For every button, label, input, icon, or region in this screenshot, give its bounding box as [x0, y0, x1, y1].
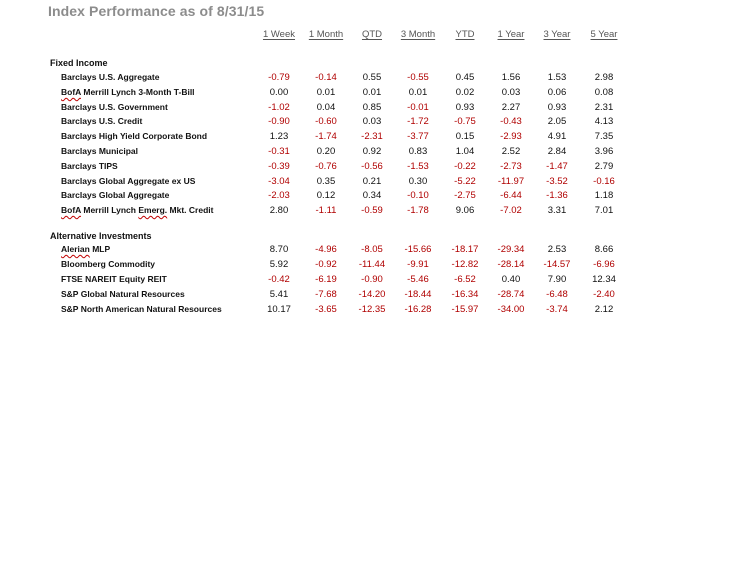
value-cell: -0.79 [268, 72, 290, 83]
value-cell: 0.01 [316, 86, 336, 98]
value-cell: -18.44 [404, 289, 432, 300]
row-label: S&P Global Natural Resources [61, 289, 185, 299]
row-label: Barclays High Yield Corporate Bond [61, 131, 208, 142]
value-cell: 0.92 [362, 146, 382, 157]
value-cell: 4.91 [547, 131, 567, 143]
value-cell: 0.04 [316, 101, 336, 113]
row-label: BofA Merrill Lynch 3-Month T-Bill [61, 86, 195, 97]
value-cell: -0.42 [268, 274, 290, 285]
value-cell: 0.30 [408, 175, 428, 187]
value-cell: 7.90 [547, 274, 567, 285]
value-cell: 0.15 [455, 131, 475, 143]
value-cell: 0.40 [501, 274, 521, 285]
row-label: Barclays TIPS [61, 160, 118, 171]
value-cell: -9.91 [407, 259, 429, 270]
value-cell: -0.01 [407, 101, 429, 113]
table-row [0, 190, 734, 204]
value-cell: 0.93 [547, 101, 567, 113]
value-cell: -0.31 [268, 146, 290, 157]
value-cell: -3.74 [546, 304, 568, 315]
row-label: S&P North American Natural Resources [61, 304, 222, 314]
value-cell: -0.92 [315, 259, 337, 270]
value-cell: -2.03 [268, 190, 290, 202]
value-cell: 0.85 [362, 101, 382, 113]
value-cell: 5.92 [269, 259, 289, 270]
row-label: FTSE NAREIT Equity REIT [61, 274, 167, 284]
row-label: Barclays U.S. Government [61, 101, 168, 112]
table-row [0, 304, 734, 318]
column-header: 3 Year [543, 29, 571, 40]
value-cell: -6.19 [315, 274, 337, 285]
table-row [0, 72, 734, 86]
value-cell: -28.14 [497, 259, 525, 270]
value-cell: 2.84 [547, 146, 567, 157]
value-cell: -14.57 [543, 259, 571, 270]
value-cell: -5.46 [407, 274, 429, 285]
value-cell: -6.52 [454, 274, 476, 285]
value-cell: 2.52 [501, 146, 521, 157]
value-cell: 0.21 [362, 175, 382, 187]
value-cell: 5.41 [269, 289, 289, 300]
value-cell: 0.83 [408, 146, 428, 157]
value-cell: -11.44 [358, 259, 386, 270]
value-cell: 0.02 [455, 86, 475, 98]
value-cell: 2.79 [594, 160, 614, 172]
value-cell: -3.52 [546, 175, 568, 187]
section-heading: Fixed Income [50, 58, 108, 68]
value-cell: 0.93 [455, 101, 475, 113]
value-cell: 12.34 [592, 274, 616, 285]
value-cell: -11.97 [497, 175, 525, 187]
value-cell: 3.31 [547, 205, 567, 217]
value-cell: 0.01 [408, 86, 428, 98]
value-cell: -12.35 [358, 304, 386, 315]
value-cell: -18.17 [451, 244, 479, 255]
value-cell: 7.01 [594, 205, 614, 217]
value-cell: 3.96 [594, 146, 614, 157]
value-cell: -7.02 [500, 205, 522, 217]
value-cell: -28.74 [497, 289, 525, 300]
row-label: Barclays Municipal [61, 146, 139, 156]
value-cell: 7.35 [594, 131, 614, 143]
row-label: Alerian MLP [61, 244, 111, 254]
value-cell: 0.08 [594, 86, 614, 98]
value-cell: -0.75 [454, 116, 476, 128]
value-cell: -0.39 [268, 160, 290, 172]
value-cell: -0.90 [268, 116, 290, 128]
value-cell: -0.59 [361, 205, 383, 217]
value-cell: -6.48 [546, 289, 568, 300]
value-cell: 0.03 [362, 116, 382, 128]
value-cell: -29.34 [497, 244, 525, 255]
table-row [0, 131, 734, 145]
value-cell: -0.14 [315, 72, 337, 83]
table-row [0, 289, 734, 303]
value-cell: 0.03 [501, 86, 521, 98]
value-cell: 1.56 [501, 72, 521, 83]
value-cell: 2.53 [547, 244, 567, 255]
column-header: QTD [361, 29, 383, 40]
table-row [0, 116, 734, 130]
value-cell: -16.34 [451, 289, 479, 300]
value-cell: 1.23 [269, 131, 289, 143]
row-label: Barclays U.S. Credit [61, 116, 143, 127]
value-cell: -1.11 [315, 205, 337, 217]
value-cell: -0.16 [593, 175, 615, 187]
value-cell: 0.20 [316, 146, 336, 157]
value-cell: 0.06 [547, 86, 567, 98]
value-cell: -1.72 [407, 116, 429, 128]
value-cell: 1.18 [594, 190, 614, 202]
table-row [0, 146, 734, 160]
value-cell: -2.93 [500, 131, 522, 143]
value-cell: 2.80 [269, 205, 289, 217]
value-cell: -3.77 [407, 131, 429, 143]
value-cell: -0.55 [407, 72, 429, 83]
value-cell: -4.96 [315, 244, 337, 255]
table-row [0, 176, 734, 190]
value-cell: 0.35 [316, 175, 336, 187]
value-cell: -2.73 [500, 160, 522, 172]
value-cell: -5.22 [454, 175, 476, 187]
value-cell: -1.53 [407, 160, 429, 172]
value-cell: 1.04 [455, 146, 475, 157]
value-cell: 2.98 [594, 72, 614, 83]
section-heading: Alternative Investments [50, 231, 152, 241]
value-cell: -1.74 [315, 131, 337, 143]
value-cell: -1.78 [407, 205, 429, 217]
value-cell: -7.68 [315, 289, 337, 300]
value-cell: 0.01 [362, 86, 382, 98]
value-cell: 8.66 [594, 244, 614, 255]
value-cell: 0.55 [362, 72, 382, 83]
value-cell: -2.75 [454, 190, 476, 202]
table-row [0, 244, 734, 258]
value-cell: 0.45 [455, 72, 475, 83]
value-cell: 1.53 [547, 72, 567, 83]
value-cell: -3.65 [315, 304, 337, 315]
value-cell: -0.90 [361, 274, 383, 285]
row-label: BofA Merrill Lynch Emerg. Mkt. Credit [61, 205, 214, 216]
column-header: 1 Week [262, 29, 296, 40]
value-cell: 4.13 [594, 116, 614, 128]
value-cell: -14.20 [358, 289, 386, 300]
value-cell: -0.22 [454, 160, 476, 172]
table-row [0, 87, 734, 101]
value-cell: -3.04 [268, 175, 290, 187]
table-row [0, 161, 734, 175]
row-label: Bloomberg Commodity [61, 259, 155, 269]
value-cell: -34.00 [497, 304, 525, 315]
value-cell: 2.31 [594, 101, 614, 113]
table-row [0, 102, 734, 116]
value-cell: -0.43 [500, 116, 522, 128]
table-row [0, 274, 734, 288]
value-cell: -6.96 [593, 259, 615, 270]
table-row [0, 205, 734, 219]
value-cell: 2.12 [594, 304, 614, 315]
value-cell: 10.17 [267, 304, 291, 315]
value-cell: -8.05 [361, 244, 383, 255]
value-cell: -1.02 [268, 101, 290, 113]
value-cell: -2.40 [593, 289, 615, 300]
value-cell: -6.44 [500, 190, 522, 202]
table-row [0, 259, 734, 273]
value-cell: -15.97 [451, 304, 479, 315]
row-label: Barclays Global Aggregate [61, 190, 170, 201]
value-cell: -15.66 [404, 244, 432, 255]
value-cell: 0.34 [362, 190, 382, 202]
column-header: 5 Year [590, 29, 618, 40]
value-cell: -0.76 [315, 160, 337, 172]
value-cell: -1.47 [546, 160, 568, 172]
value-cell: -12.82 [451, 259, 479, 270]
column-header: 1 Month [308, 29, 344, 40]
value-cell: -0.10 [407, 190, 429, 202]
value-cell: 0.12 [316, 190, 336, 202]
value-cell: 2.27 [501, 101, 521, 113]
value-cell: -1.36 [546, 190, 568, 202]
value-cell: 2.05 [547, 116, 567, 128]
page-title: Index Performance as of 8/31/15 [48, 3, 265, 19]
column-header: 3 Month [400, 29, 436, 40]
value-cell: -0.56 [361, 160, 383, 172]
column-header: 1 Year [497, 29, 525, 40]
row-label: Barclays U.S. Aggregate [61, 72, 160, 82]
value-cell: -2.31 [361, 131, 383, 143]
value-cell: 8.70 [269, 244, 289, 255]
value-cell: -16.28 [404, 304, 432, 315]
value-cell: -0.60 [315, 116, 337, 128]
column-header: YTD [455, 29, 475, 40]
row-label: Barclays Global Aggregate ex US [61, 175, 196, 186]
value-cell: 9.06 [455, 205, 475, 217]
value-cell: 0.00 [269, 86, 289, 98]
